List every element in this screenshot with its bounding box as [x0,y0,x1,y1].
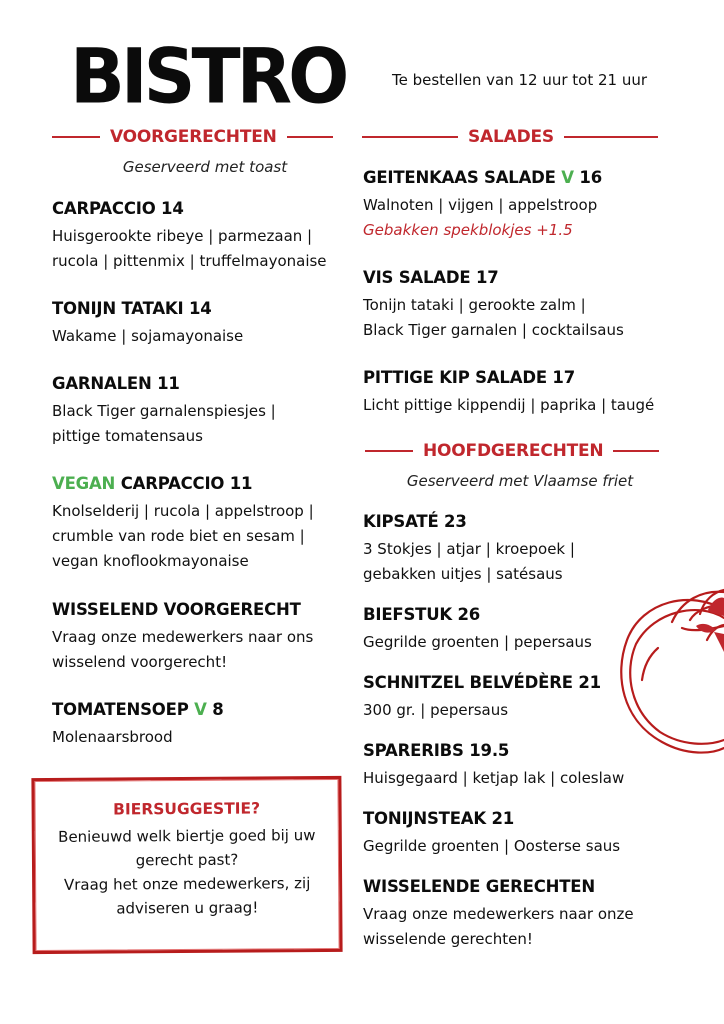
desc-line: rucola | pittenmix | truffelmayonaise [52,252,327,270]
hoofdgerechten-header [365,438,659,464]
order-hours: Te bestellen van 12 uur tot 21 uur [392,71,648,89]
item-name: WISSELENDE GERECHTEN [363,877,595,896]
menu-item-schnitzel [363,673,601,723]
desc-line: Black Tiger garnalenspiesjes | [52,402,276,420]
item-desc [363,902,634,952]
desc-line: Black Tiger garnalen | cocktailsaus [363,321,624,339]
desc-line: Gegrilde groenten | pepersaus [363,633,592,651]
menu-item-carpaccio [52,199,327,274]
item-name [52,474,314,493]
desc-line: Knolselderij | rucola | appelstroop | [52,502,314,520]
item-desc [52,399,276,449]
beer-title: BIERSUGGESTIE? [113,799,261,819]
section-title: VOORGERECHTEN [110,127,277,147]
item-desc [363,630,592,655]
item-name-part: GEITENKAAS SALADE [363,168,562,187]
hoofdgerechten-subtitle: Geserveerd met Vlaamse friet [406,472,634,490]
item-price: 16 [573,168,602,187]
item-desc [363,393,654,418]
desc-line: Walnoten | vijgen | appelstroop [363,196,598,214]
item-desc [52,625,313,675]
desc-line: Huisgerookte ribeye | parmezaan | [52,227,313,245]
menu-item-spareribs [363,741,624,791]
item-name [363,168,602,187]
desc-line: Gegrilde groenten | Oosterse saus [363,837,621,855]
desc-line: pittige tomatensaus [52,427,203,445]
item-extra: Gebakken spekblokjes +1.5 [363,221,573,239]
menu-item-tonijnsteak [363,809,620,859]
item-name: VIS SALADE 17 [363,268,499,287]
item-name: TONIJNSTEAK 21 [363,809,515,828]
menu-item-vegan-carpaccio [52,474,314,574]
menu-item-tonijn-tataki [52,299,243,349]
item-desc [363,293,624,343]
menu-item-pittige-kip-salade [363,368,654,418]
item-name: PITTIGE KIP SALADE 17 [363,368,575,387]
desc-line: wisselend voorgerecht! [52,653,228,671]
item-name: GARNALEN 11 [52,374,180,393]
item-desc [363,698,601,723]
menu-item-vis-salade [363,268,624,343]
divider-line [564,136,658,138]
vegan-label: VEGAN [52,474,116,493]
menu-item-wisselend-voorgerecht [52,600,313,675]
divider-line [365,450,413,452]
divider-line [362,136,458,138]
tomato-icon [612,570,724,760]
beer-line: gerecht past? [135,850,239,870]
item-name: WISSELEND VOORGERECHT [52,600,301,619]
item-price: 8 [206,700,224,719]
menu-item-tomatensoep [52,700,224,750]
desc-line: vegan knoflookmayonaise [52,552,249,570]
desc-line: 300 gr. | pepersaus [363,701,509,719]
voorgerechten-header [52,124,333,150]
desc-line: Vraag onze medewerkers naar ons [52,628,314,646]
beer-line: adviseren u graag! [116,898,259,918]
vegetarian-badge: V [561,168,574,187]
item-name [52,700,224,719]
item-desc [363,834,620,859]
item-name: BIEFSTUK 26 [363,605,481,624]
divider-line [52,136,100,138]
desc-line: Tonijn tataki | gerookte zalm | [363,296,586,314]
vegetarian-badge: V [194,700,207,719]
menu-item-geitenkaas-salade [363,168,602,243]
item-name: SCHNITZEL BELVÉDÈRE 21 [363,673,601,692]
desc-line: gebakken uitjes | satésaus [363,565,563,583]
divider-line [613,450,659,452]
desc-line: crumble van rode biet en sesam | [52,527,305,545]
item-name: KIPSATÉ 23 [363,512,467,531]
salades-header [362,124,658,150]
desc-line: Huisgegaard | ketjap lak | coleslaw [363,769,625,787]
section-title: SALADES [468,127,554,147]
item-desc [363,537,575,587]
desc-line: Molenaarsbrood [52,728,173,746]
menu-item-kipsate [363,512,575,587]
menu-item-wisselende-gerechten [363,877,634,952]
desc-line: Licht pittige kippendij | paprika | taugé [363,396,655,414]
beer-text [35,823,340,921]
divider-line [287,136,333,138]
beer-line: Benieuwd welk biertje goed bij uw [58,826,316,846]
bistro-logo: BISTRO [70,31,346,121]
item-desc [363,766,624,791]
item-name: TONIJN TATAKI 14 [52,299,212,318]
item-name-rest: CARPACCIO 11 [115,474,253,493]
item-desc [52,725,224,750]
item-name: CARPACCIO 14 [52,199,184,218]
menu-item-biefstuk [363,605,592,655]
item-desc [52,499,314,574]
voorgerechten-subtitle: Geserveerd met toast [122,158,288,176]
item-name-part: TOMATENSOEP [52,700,195,719]
desc-line: Vraag onze medewerkers naar onze [363,905,634,923]
desc-line: 3 Stokjes | atjar | kroepoek | [363,540,575,558]
item-desc [52,324,243,349]
section-title: HOOFDGERECHTEN [423,441,604,461]
beer-line: Vraag het onze medewerkers, zij [63,874,311,894]
item-name: SPARERIBS 19.5 [363,741,510,760]
desc-line: wisselende gerechten! [363,930,533,948]
item-desc [52,224,327,274]
beer-suggestion-box [31,776,342,954]
desc-line: Wakame | sojamayonaise [52,327,244,345]
menu-item-garnalen [52,374,276,449]
item-desc [363,193,602,243]
